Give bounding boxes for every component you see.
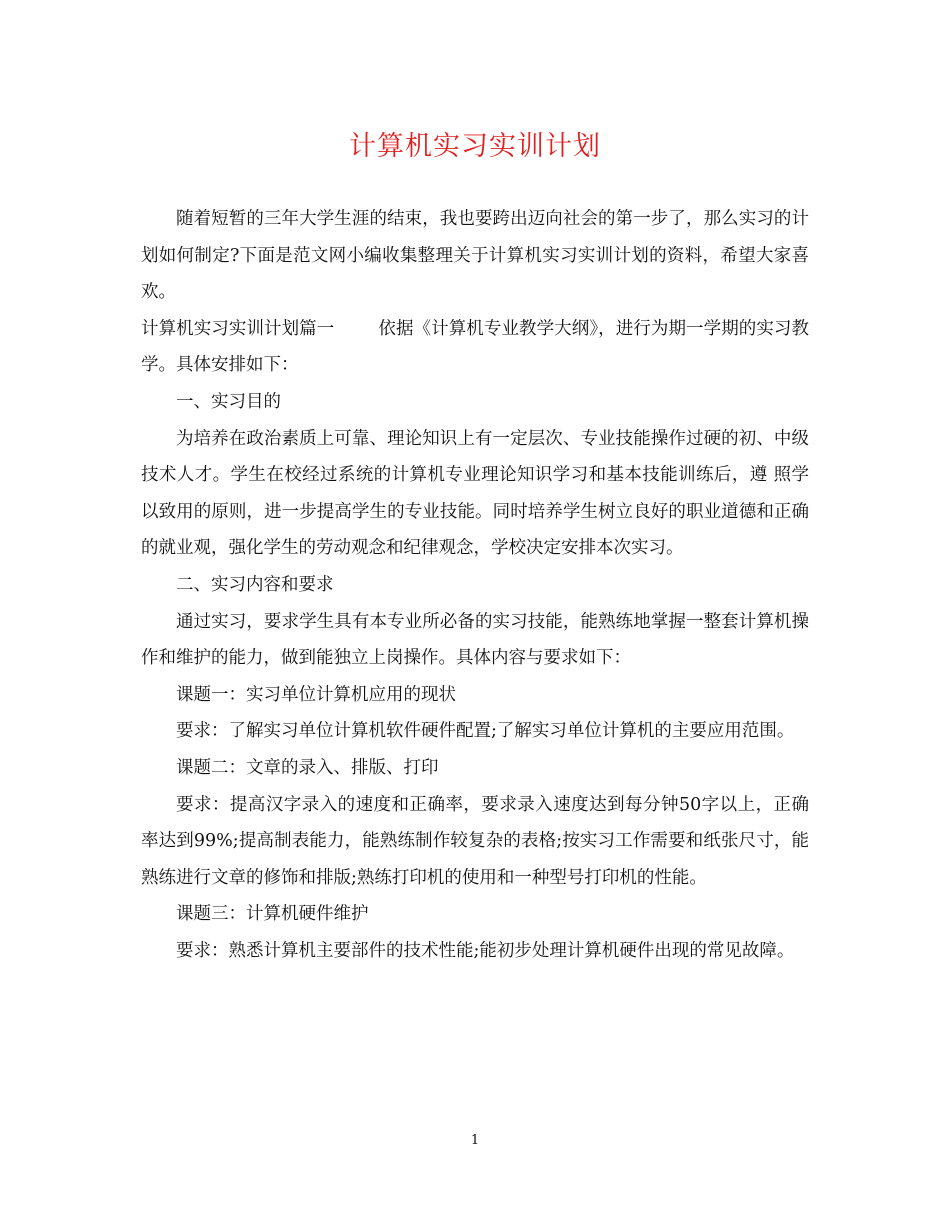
document-body	[141, 201, 809, 969]
document-title: 计算机实习实训计划	[349, 131, 601, 162]
topic-three-heading: 课题三：计算机硬件维护	[176, 904, 369, 925]
plan-basis-text: 依据《计算机专业教学大纲》，进行为期一学期的实习教学。具体安排如下：	[141, 318, 810, 376]
topic-one-heading: 课题一：实习单位计算机应用的现状	[176, 684, 456, 705]
page-number: 1	[470, 1133, 480, 1148]
content-paragraph: 通过实习，要求学生具有本专业所必备的实习技能，能熟练地掌握一整套计算机操作和维护的能力，做到能独立上岗操作。具体内容与要求如下：	[141, 611, 809, 669]
section-heading-paragraph	[141, 311, 809, 384]
plan-part-label: 计算机实习实训计划篇一	[141, 318, 335, 339]
topic-three-requirement: 要求：熟悉计算机主要部件的技术性能;能初步处理计算机硬件出现的常见故障。	[176, 940, 795, 961]
purpose-paragraph: 为培养在政治素质上可靠、理论知识上有一定层次、专业技能操作过硬的初、中级技术人才。学生在校经过系统的计算机专业理论知识学习和基本技能训练后，遵 照学以致用的原则，进一步提高学生的专业技能。同时培养学生树立良好的职业道德和正确的就业观，强化学生的劳动观念和纪律观念，学校决定安排本次实习。	[141, 428, 809, 559]
heading-purpose: 一、实习目的	[176, 391, 281, 412]
topic-two-requirement: 要求：提高汉字录入的速度和正确率，要求录入速度达到每分钟50字以上，正确率达到99%;提高制表能力，能熟练制作较复杂的表格;按实习工作需要和纸张尺寸，能熟练进行文章的修饰和排版;熟练打印机的使用和一种型号打印机的性能。	[141, 794, 809, 888]
topic-one-requirement: 要求：了解实习单位计算机软件硬件配置;了解实习单位计算机的主要应用范围。	[176, 721, 795, 742]
intro-paragraph: 随着短暂的三年大学生涯的结束，我也要跨出迈向社会的第一步了，那么实习的计划如何制定?下面是范文网小编收集整理关于计算机实习实训计划的资料，希望大家喜欢。	[141, 209, 809, 303]
heading-content: 二、实习内容和要求	[176, 574, 334, 595]
topic-two-heading: 课题二：文章的录入、排版、打印	[176, 757, 439, 778]
